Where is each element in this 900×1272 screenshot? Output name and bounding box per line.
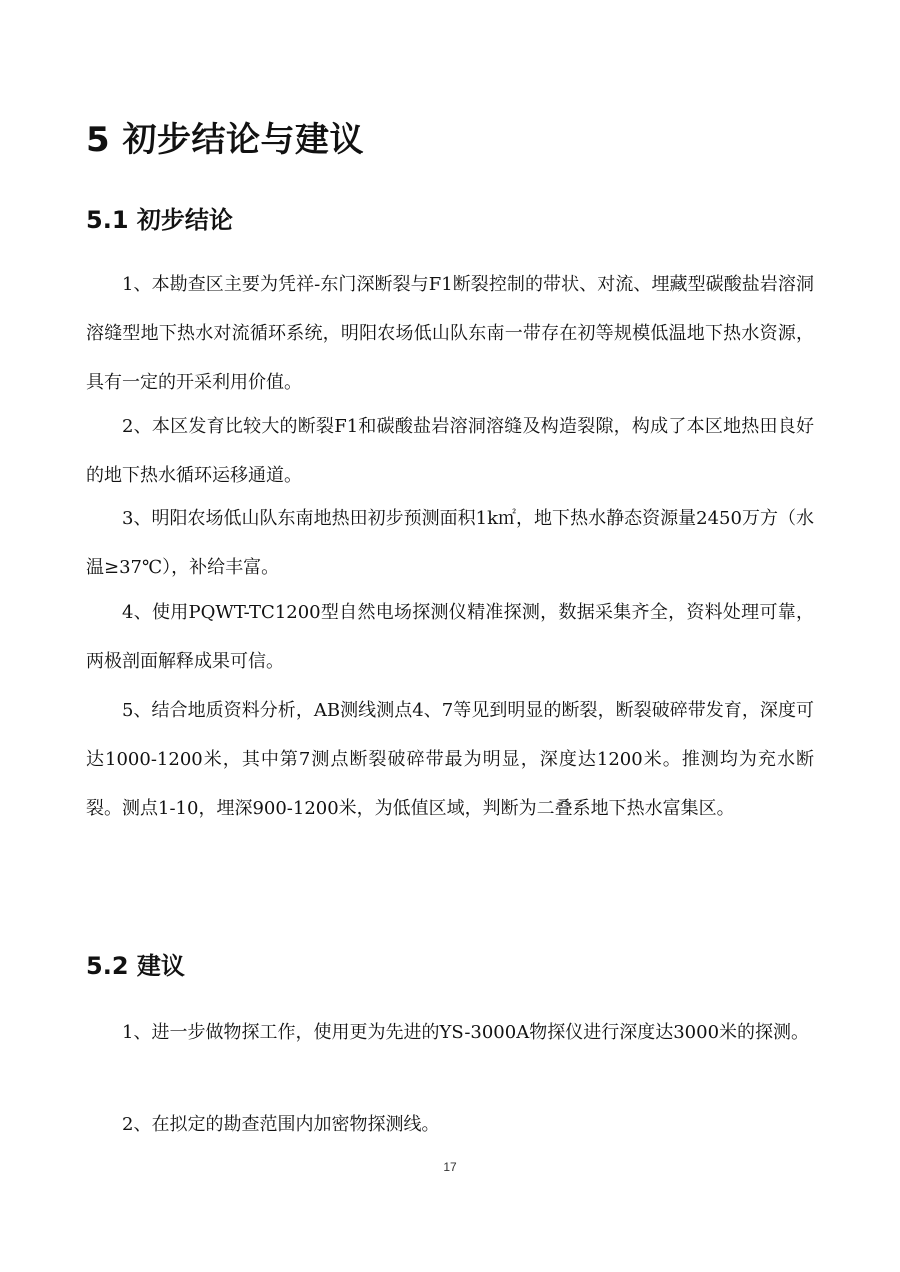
suggestion-paragraph: 2、在拟定的勘查范围内加密物探测线。 bbox=[122, 1114, 440, 1135]
suggestion-paragraph: 1、进一步做物探工作，使用更为先进的YS-3000A物探仪进行深度达3000米的探测。 bbox=[122, 1022, 810, 1043]
section-title-suggestions: 5.2 建议 bbox=[86, 952, 185, 980]
section-title-conclusions: 5.1 初步结论 bbox=[86, 206, 233, 234]
conclusion-paragraph: 3、明阳农场低山队东南地热田初步预测面积1k㎡，地下热水静态资源量2450万方（水温≥37℃），补给丰富。 bbox=[86, 508, 814, 578]
conclusion-paragraph: 2、本区发育比较大的断裂F1和碳酸盐岩溶洞溶缝及构造裂隙，构成了本区地热田良好的地下热水循环运移通道。 bbox=[86, 416, 814, 486]
conclusion-paragraph: 4、使用PQWT-TC1200型自然电场探测仪精准探测，数据采集齐全，资料处理可靠，两极剖面解释成果可信。 bbox=[86, 602, 814, 672]
conclusion-paragraph: 1、本勘查区主要为凭祥-东门深断裂与F1断裂控制的带状、对流、埋藏型碳酸盐岩溶洞溶缝型地下热水对流循环系统，明阳农场低山队东南一带存在初等规模低温地下热水资源，具有一定的开采利用价值。 bbox=[86, 274, 814, 393]
conclusion-paragraph: 5、结合地质资料分析，AB测线测点4、7等见到明显的断裂，断裂破碎带发育，深度可达1000-1200米，其中第7测点断裂破碎带最为明显，深度达1200米。推测均为充水断裂。测点1-10，埋深900-1200米，为低值区域，判断为二叠系地下热水富集区。 bbox=[86, 700, 814, 819]
chapter-title: 5 初步结论与建议 bbox=[86, 120, 364, 160]
page-number: 17 bbox=[443, 1160, 457, 1174]
